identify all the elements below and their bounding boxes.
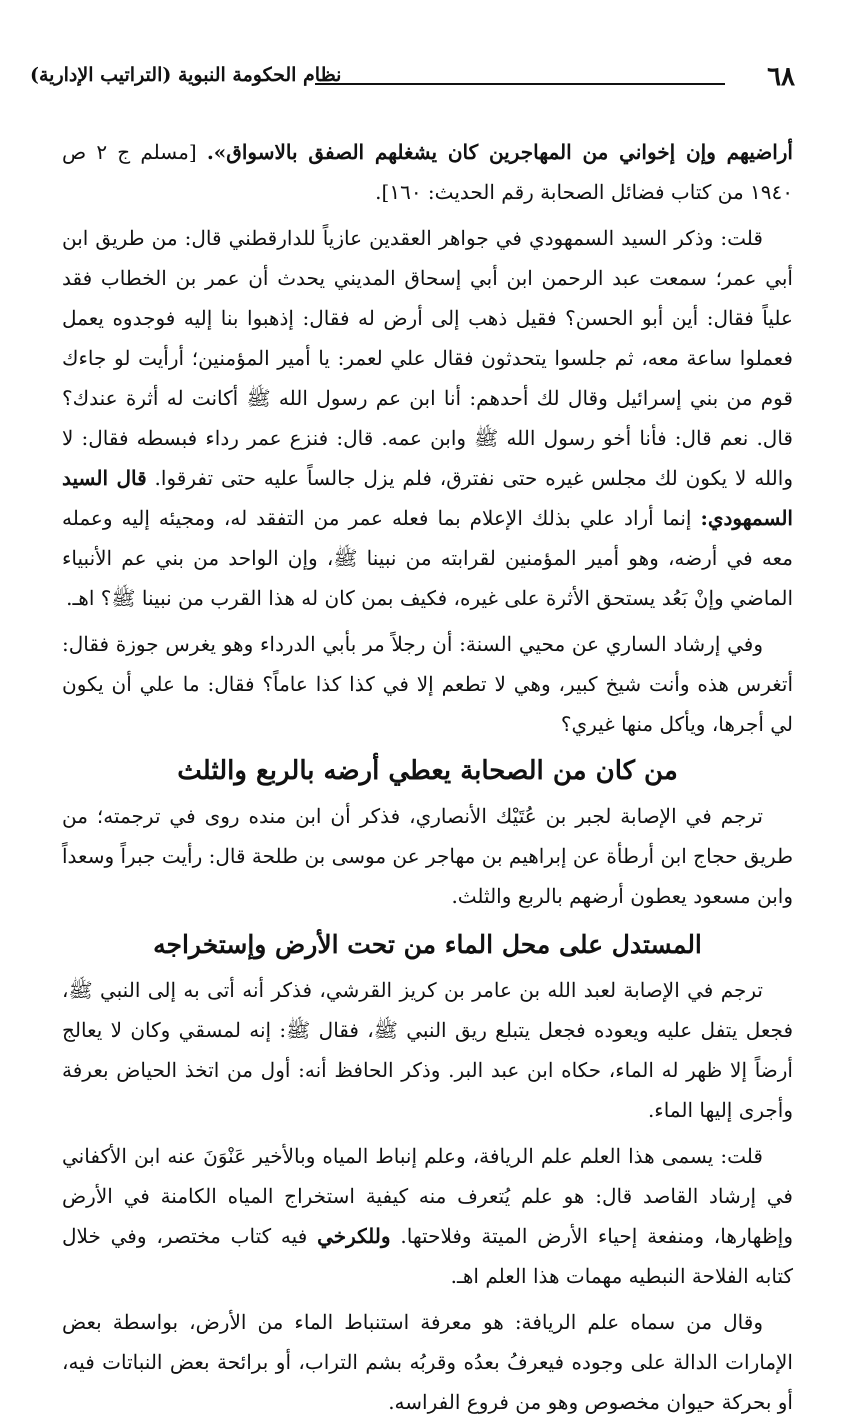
page-number: ٦٨ [767, 62, 795, 92]
paragraph-hadith-ending [62, 132, 793, 212]
samhudi-label: قال السيد السمهودي: [62, 466, 793, 530]
hadith-quote-end: أراضيهم وإن إخواني من المهاجرين كان يشغلهم الصفق بالاسواق». [206, 140, 793, 164]
riyafa-text-end: فيه كتاب مختصر، وفي خلال كتابه الفلاحة النبطيه مهمات هذا العلم اهـ. [62, 1224, 793, 1288]
paragraph-samhudi-narration [62, 218, 793, 618]
section-heading-water-finding: المستدل على محل الماء من تحت الأرض وإستخراجه [153, 930, 702, 959]
riyafa-text: قلت: يسمى هذا العلم علم الريافة، وعلم إنباط المياه وبالأخير عَنْوَنَ عنه ابن الأكفاني في إرشاد القاصد قال: هو علم يُتعرف منه كيفية استخراج المياه الكامنة في الأرض وإظهارها، ومنفعة إحياء الأرض الميتة وفلاحتها. [62, 1144, 793, 1248]
page-header [30, 58, 795, 98]
page-body [62, 132, 793, 1422]
narration-text: قلت: وذكر السيد السمهودي في جواهر العقدين عازياً للدارقطني قال: من طريق ابن أبي عمر؛ سمعت عبد الرحمن ابن أبي إسحاق المديني يحدث أن عمر بن الخطاب فقد علياً فقال: أين أبو الحسن؟ فقيل ذهب إلى أرض له فقال: إذهبوا بنا إليه فوجدوه يعمل فعملوا ساعة معه، ثم جلسوا يتحدثون فقال علي لعمر: يا أمير المؤمنين؛ أرأيت لو جاءك قوم من بني إسرائيل وقال لك أحدهم: أنا ابن عم رسول الله ﷺ أكانت له أثرة عندك؟ قال. نعم قال: فأنا أخو رسول الله ﷺ وابن عمه. قال: فنزع عمر رداء فبسطه فقال: لا والله لا يكون لك مجلس غيره حتى نفترق، فلم يزل جالساً عليه حتى تفرقوا. [62, 226, 793, 490]
header-rule [315, 83, 725, 85]
paragraph-riyafa-science [62, 1136, 793, 1296]
paragraph-jabr-ibn-atik: ترجم في الإصابة لجبر بن عُتَيْك الأنصاري، فذكر أن ابن منده روى في ترجمته؛ من طريق حجاج ابن أرطأة عن إبراهيم بن مهاجر عن موسى بن طلحة قال: رأيت جبراً وسعداً وابن مسعود يعطون أرضهم بالربع والثلث. [62, 804, 793, 908]
karkhi-name: وللكرخي [317, 1224, 391, 1248]
paragraph-abdullah-ibn-amir: ترجم في الإصابة لعبد الله بن عامر بن كريز القرشي، فذكر أنه أتى به إلى النبي ﷺ، فجعل يتفل عليه ويعوده فجعل يتبلع ريق النبي ﷺ، فقال ﷺ: إنه لمسقي وكان لا يعالج أرضاً إلا ظهر له الماء، حكاه ابن عبد البر. وذكر الحافظ أنه: أول من اتخذ الحياض بعرفة وأجرى إليها الماء. [62, 978, 794, 1122]
paragraph-riyafa-definition: وقال من سماه علم الريافة: هو معرفة استنباط الماء من الأرض، بواسطة بعض الإمارات الدالة على وجوده فيعرفُ بعدُه وقربُه بشم التراب، أو برائحة بعض النباتات فيه، أو بحركة حيوان مخصوص وهو من فروع الفراسه. [62, 1310, 793, 1414]
hadith-reference: [مسلم ج ٢ ص ١٩٤٠ من كتاب فضائل الصحابة رقم الحديث: ١٦٠]. [62, 140, 793, 204]
samhudi-commentary: إنما أراد علي بذلك الإعلام بما فعله عمر من التفقد له، ومجيئه إليه وعمله معه في أرضه، وهو أمير المؤمنين لقرابته من نبينا ﷺ، وإن الواحد من بني عم الأنبياء الماضي وإنْ بَعُد يستحق الأثرة على غيره، فكيف بمن كان له هذا القرب من نبينا ﷺ؟ اهـ. [62, 506, 793, 610]
running-title: نظام الحكومة النبوية (التراتيب الإدارية) [30, 64, 342, 86]
paragraph-abu-darda: وفي إرشاد الساري عن محيي السنة: أن رجلاً مر بأبي الدرداء وهو يغرس جوزة فقال: أتغرس هذه وأنت شيخ كبير، وهي لا تطعم إلا في كذا كذا عاماً؟ فقال: ما علي أن يكون لي أجرها، ويأكل منها غيري؟ [62, 632, 793, 736]
section-heading-land-sharing: من كان من الصحابة يعطي أرضه بالربع والثلث [177, 756, 678, 786]
